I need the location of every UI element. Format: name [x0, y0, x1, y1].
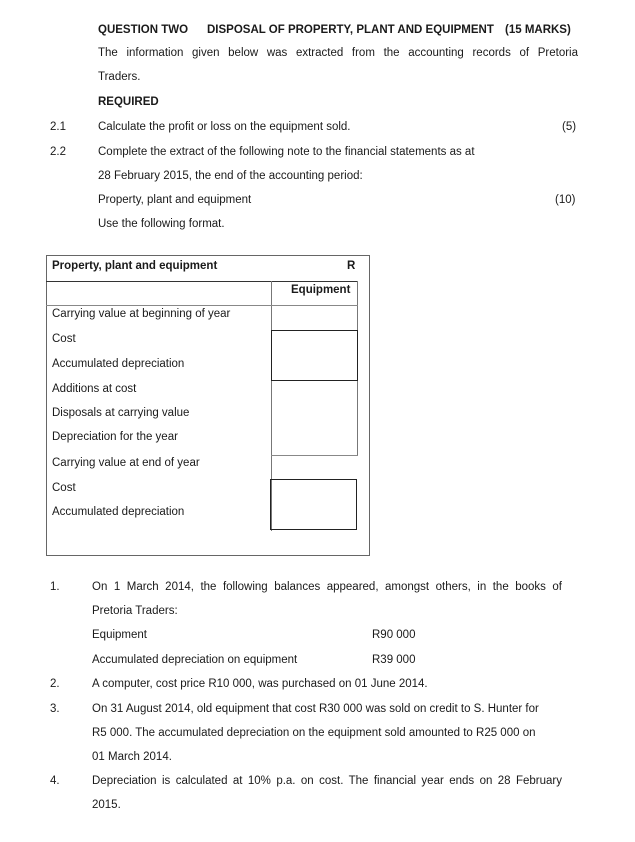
row-label: Cost — [52, 333, 76, 345]
row-label: Carrying value at beginning of year — [52, 308, 231, 320]
row-label: Carrying value at end of year — [52, 457, 200, 469]
question-text: Complete the extract of the following note to the financial statements as at — [98, 146, 475, 158]
question-text: Use the following format. — [98, 218, 225, 230]
question-num: 2.1 — [50, 121, 66, 133]
question-marks: (10) — [555, 194, 576, 206]
intro-text: The information given below was extracted from the accounting records of Pretoria — [98, 47, 578, 59]
question-num: 2.2 — [50, 146, 66, 158]
row-label: Additions at cost — [52, 383, 137, 395]
balance-value: R39 000 — [372, 654, 416, 666]
info-text: On 31 August 2014, old equipment that cost R30 000 was sold on credit to S. Hunter for — [92, 703, 539, 715]
info-text: 01 March 2014. — [92, 751, 172, 763]
question-title: DISPOSAL OF PROPERTY, PLANT AND EQUIPMENT — [207, 24, 494, 36]
row-label: Cost — [52, 482, 76, 494]
question-text: Calculate the profit or loss on the equipment sold. — [98, 121, 351, 133]
info-text: 2015. — [92, 799, 121, 811]
balance-label: Equipment — [92, 629, 147, 641]
divider — [46, 281, 358, 282]
divider — [271, 455, 358, 456]
column-header: Equipment — [291, 284, 351, 296]
intro-text-cont: Traders. — [98, 71, 141, 83]
divider — [46, 305, 358, 306]
question-number: QUESTION TWO — [98, 24, 189, 36]
question-marks: (15 MARKS) — [505, 24, 571, 36]
info-text: A computer, cost price R10 000, was purchased on 01 June 2014. — [92, 678, 428, 690]
table-title: Property, plant and equipment — [52, 260, 218, 272]
info-num: 3. — [50, 703, 60, 715]
question-marks: (5) — [562, 121, 577, 133]
balance-label: Accumulated depreciation on equipment — [92, 654, 298, 666]
answer-box — [270, 479, 357, 530]
info-num: 2. — [50, 678, 60, 690]
info-num: 1. — [50, 581, 60, 593]
row-label: Disposals at carrying value — [52, 407, 190, 419]
info-text: R5 000. The accumulated depreciation on the equipment sold amounted to R25 000 on — [92, 727, 536, 739]
row-label: Accumulated depreciation — [52, 358, 185, 370]
answer-box — [271, 330, 358, 381]
info-text: Pretoria Traders: — [92, 605, 178, 617]
info-text: On 1 March 2014, the following balances appeared, amongst others, in the books of — [92, 581, 562, 593]
row-label: Accumulated depreciation — [52, 506, 185, 518]
row-label: Depreciation for the year — [52, 431, 178, 443]
info-text: Depreciation is calculated at 10% p.a. on cost. The financial year ends on 28 February — [92, 775, 562, 787]
balance-value: R90 000 — [372, 629, 416, 641]
info-num: 4. — [50, 775, 60, 787]
required-heading: REQUIRED — [98, 96, 159, 108]
question-text: 28 February 2015, the end of the accounting period: — [98, 170, 363, 182]
currency-label: R — [347, 260, 356, 272]
question-text: Property, plant and equipment — [98, 194, 252, 206]
